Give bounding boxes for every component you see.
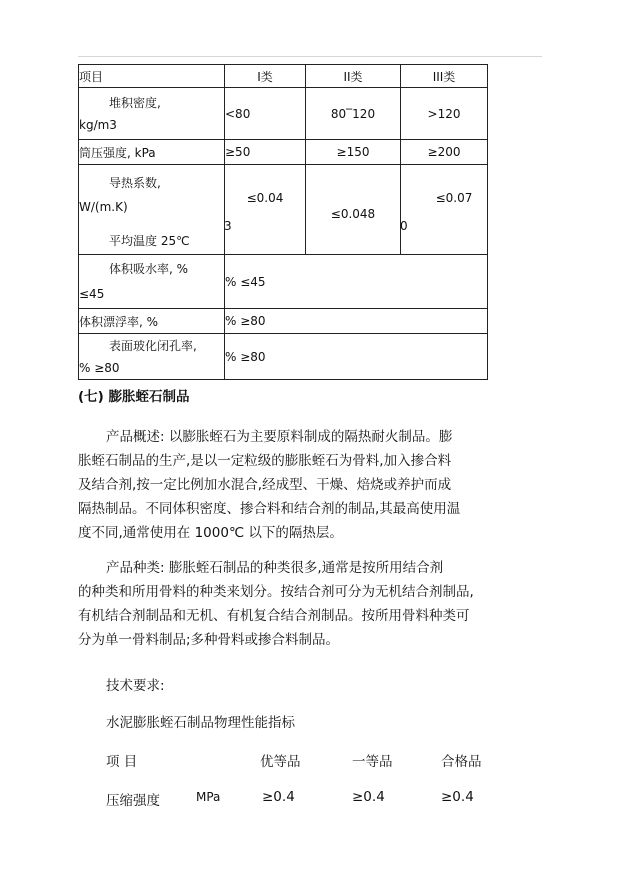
table-row-floating (79, 309, 488, 334)
absorption-value: % ≤45 (225, 255, 488, 309)
absorption-label-line2: ≤45 (79, 286, 105, 301)
overview-line-1: 产品概述: 以膨胀蛭石为主要原料制成的隔热耐火制品。膨 (106, 429, 453, 445)
compressive-class-1: ≥50 (225, 140, 306, 165)
density-label-line1: 堆积密度, (109, 95, 161, 110)
cement-header-qualified: 合格品 (441, 754, 482, 770)
types-line-3: 有机结合剂制品和无机、有机复合结合剂制品。按所用骨料种类可 (78, 608, 470, 624)
thermal-label-line2: W/(m.K) (79, 200, 128, 214)
specification-table (78, 64, 488, 380)
vitrified-label-line1: 表面玻化闭孔率, (109, 338, 197, 353)
vitrified-value: % ≥80 (225, 334, 488, 380)
section-title: (七) 膨胀蛭石制品 (78, 389, 190, 405)
cement-header-premium: 优等品 (260, 754, 301, 770)
header-class-3: ⅠⅠⅠ类 (401, 65, 488, 88)
thermal-class-1: ≤0.04 (246, 191, 284, 205)
table-row-absorption (79, 255, 488, 309)
cement-header-first-grade: 一等品 (352, 754, 393, 770)
table-row-thermal (79, 165, 488, 255)
header-item: 项目 (79, 65, 225, 88)
thermal-class-3-cell (401, 165, 488, 255)
density-label (79, 88, 225, 140)
vitrified-label-line2: % ≥80 (79, 360, 120, 375)
thermal-class-1-cell (225, 165, 306, 255)
thermal-class-1-mark: 3 (224, 219, 232, 233)
overview-line-3: 及结合剂,按一定比例加水混合,经成型、干燥、焙烧或养护而成 (78, 477, 452, 493)
overview-paragraph (78, 425, 548, 545)
overview-line-5: 度不同,通常使用在 1000℃ 以下的隔热层。 (78, 525, 343, 541)
cement-row-first-grade: ≥0.4 (352, 789, 385, 805)
cement-row-qualified: ≥0.4 (441, 789, 474, 805)
cement-table-title: 水泥膨胀蛭石制品物理性能指标 (106, 715, 295, 731)
table-row-compressive (79, 140, 488, 165)
header-class-2: ⅠⅠ类 (306, 65, 401, 88)
absorption-label (79, 255, 225, 309)
cement-row-premium: ≥0.4 (262, 789, 295, 805)
vitrified-label (79, 334, 225, 380)
floating-label: 体积漂浮率, % (79, 309, 225, 334)
types-line-4: 分为单一骨料制品;多种骨料或掺合料制品。 (78, 632, 340, 648)
overview-line-4: 隔热制品。不同体积密度、掺合料和结合剂的制品,其最高使用温 (78, 501, 461, 517)
overview-line-2: 胀蛭石制品的生产,是以一定粒级的膨胀蛭石为骨料,加入掺合料 (78, 453, 452, 469)
thermal-class-3: ≤0.07 (435, 191, 473, 205)
table-header-row (79, 65, 488, 88)
thermal-label (79, 165, 225, 255)
cement-row-label: 压缩强度 (106, 793, 160, 809)
cement-row-unit: MPa (196, 790, 221, 804)
tech-requirements-label: 技术要求: (106, 678, 165, 694)
thermal-class-3-mark: 0 (400, 219, 408, 233)
density-class-3: >120 (401, 88, 488, 140)
compressive-class-3: ≥200 (401, 140, 488, 165)
compressive-label: 筒压强度, kPa (79, 140, 225, 165)
page-top-rule (78, 56, 542, 57)
floating-value: % ≥80 (225, 309, 488, 334)
table-row-vitrified (79, 334, 488, 380)
density-class-2: 80‾120 (306, 88, 401, 140)
header-class-1: Ⅰ类 (225, 65, 306, 88)
absorption-label-line1: 体积吸水率, % (109, 261, 189, 276)
thermal-label-line3: 平均温度 25℃ (109, 234, 190, 248)
density-label-line2: kg/m3 (79, 117, 117, 132)
thermal-class-2: ≤0.048 (330, 207, 376, 221)
cement-header-item: 项 目 (106, 754, 138, 770)
compressive-class-2: ≥150 (306, 140, 401, 165)
thermal-label-line1: 导热系数, (109, 176, 161, 190)
types-paragraph (78, 556, 548, 652)
density-class-1: <80 (225, 88, 306, 140)
types-line-2: 的种类和所用骨料的种类来划分。按结合剂可分为无机结合剂制品, (78, 584, 474, 600)
thermal-class-2-cell (306, 165, 401, 255)
table-row-density (79, 88, 488, 140)
types-line-1: 产品种类: 膨胀蛭石制品的种类很多,通常是按所用结合剂 (106, 560, 444, 576)
